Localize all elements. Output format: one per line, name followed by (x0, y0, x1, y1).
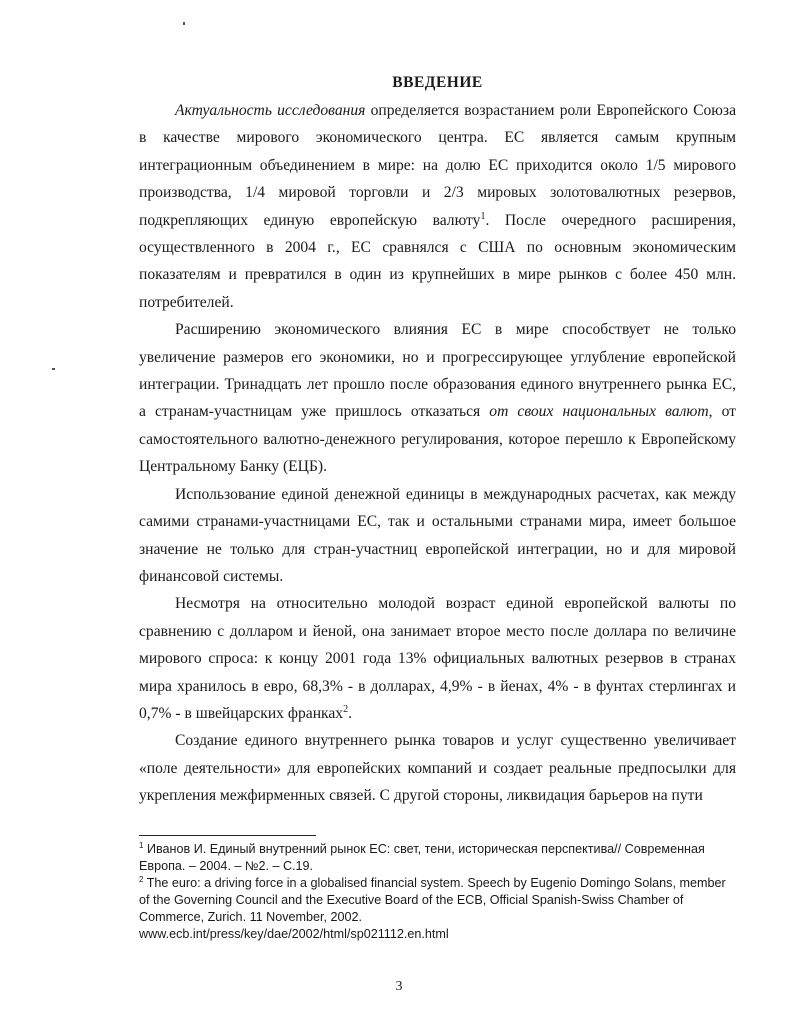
footnote-divider (139, 835, 316, 836)
paragraph-text: . После очередного расширения, осуществленного в 2004 г., ЕС сравнялся с США по основным экономическим показателям и превратился в один из крупнейших в мире рынков с более 450 млн. потребителей. (139, 211, 736, 311)
paragraph-text: Несмотря на относительно молодой возраст единой европейской валюты по сравнению с долларом и йеной, она занимает второе место после доллара по величине мирового спроса: к концу 2001 года 13% официальных валютных резервов в странах мира хранилось в евро, 68,3% - в долларах, 4,9% - в йенах, 4% - в фунтах стерлингах и 0,7% - в швейцарских франках (139, 595, 736, 722)
paragraph-text: . (348, 704, 353, 722)
footnote-ref-2[interactable]: 2 (343, 703, 349, 715)
paragraph-influence (139, 316, 736, 480)
footnote-text: The euro: a driving force in a globalised financial system. Speech by Eugenio Domingo Solans, member of the Governing Council and the Executive Board of the ECB, Official Spanish-Swiss Chamber of Commerce, Zurich. 11 November, 2002. (139, 876, 726, 924)
scan-speck (183, 22, 185, 25)
footnote-ref-1[interactable]: 1 (480, 210, 486, 222)
relevance-lead: Актуальность исследования (175, 102, 366, 119)
document-body (139, 72, 736, 810)
footnote-2 (139, 875, 739, 943)
paragraph-text: Расширению экономического влияния ЕС в мире способствует не только увеличение размеров его экономики, но и прогрессирующее углубление европейской интеграции. Тринадцать лет прошло после образования единого внутреннего рынка ЕС, а странам-участницам уже пришлось отказаться (139, 321, 736, 421)
paragraph-internal-market (139, 727, 736, 809)
footnote-text: Иванов И. Единый внутренний рынок ЕС: свет, тени, историческая перспектива// Современная Европа. – 2004. – №2. – С.19. (139, 842, 705, 873)
page-number: 3 (395, 979, 403, 994)
paragraph-text: определяется возрастанием роли Европейского Союза в качестве мирового экономического центра. ЕС является самым крупным интеграционным объединением в мире: на долю ЕС приходится около 1/5 мирового производства, 1/4 мировой торговли и 2/3 мировых золотовалютных резервов, подкрепляющих единую европейскую валюту (139, 102, 736, 229)
paragraph-relevance (139, 97, 736, 316)
footnote-url[interactable]: www.ecb.int/press/key/dae/2002/html/sp021112.en.html (139, 927, 449, 941)
scan-speck (52, 368, 55, 370)
paragraph-text: Использование единой денежной единицы в международных расчетах, как между самими странами-участницами ЕС, так и остальными странами мира, имеет большое значение не только для стран-участниц европейской интеграции, но и для мировой финансовой системы. (139, 485, 736, 585)
footnote-1 (139, 841, 739, 875)
paragraph-text: , от самостоятельного валютно-денежного регулирования, которое перешло к Европейскому Центральному Банку (ЕЦБ). (139, 403, 736, 476)
paragraph-reserves (139, 590, 736, 727)
footnote-mark: 1 (139, 840, 144, 850)
paragraph-text: Создание единого внутреннего рынка товаров и услуг существенно увеличивает «поле деятельности» для европейских компаний и создает реальные предпосылки для укрепления межфирменных связей. С другой стороны, ликвидация барьеров на пути (139, 732, 736, 805)
paragraph-currency-use (139, 481, 736, 591)
footnote-mark: 2 (139, 874, 144, 884)
footnotes (139, 841, 739, 943)
page-title: ВВЕДЕНИЕ (392, 74, 483, 91)
italic-phrase: от своих национальных валют (489, 403, 709, 421)
